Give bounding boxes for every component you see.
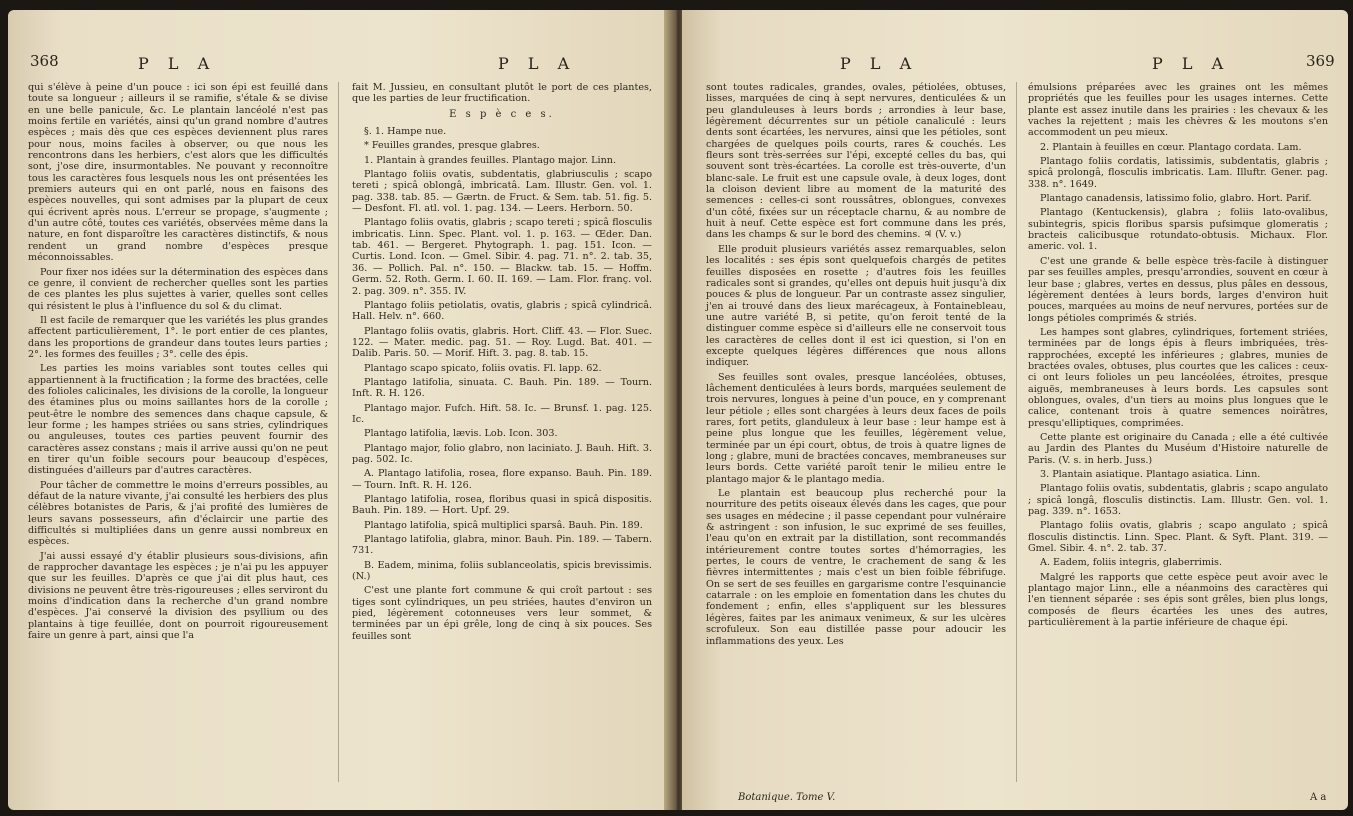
synonym: Plantago (Kentuckensis), glabra ; foliis lato-ovalibus, subintegris, spicis floribus sparsis pufsimque glomeratis ; bracteis calicibusque rotundato-obtusis. Michaux. Flor. americ. vol. 1. (1028, 207, 1328, 253)
left-page (8, 10, 672, 810)
right-page (682, 10, 1348, 810)
variety: Plantago latifolia, glabra, minor. Bauh. Pin. 189. — Tabern. 731. (352, 534, 652, 557)
paragraph: C'est une plante fort commune & qui croît partout : ses tiges sont cylindriques, un peu striées, hautes d'environ un pied, légèrement cotonneuses vers leur sommet, & terminées par un épi grêle, long de cinq à six pouces. Ses feuilles sont (352, 585, 652, 642)
paragraph: J'ai aussi essayé d'y établir plusieurs sous-divisions, afin de rapprocher davantage les espèces ; je n'ai pu les appuyer que sur les feuilles. D'après ce que j'ai dit plus haut, ces divisions ne peuvent être très-rigoureuses ; elles serviront du moins d'indication dans la recherche d'un grand nombre d'espèces. J'ai conservé la division des psyllium ou des plantains à tige feuillée, dont on pourroit rigoureusement faire un genre à part, ainsi que l'a (28, 550, 328, 642)
synonym: Plantago foliis ovatis, subdentatis, glabris ; scapo angulato ; spicâ longâ, flosculis distinctis. Lam. Illustr. Gen. vol. 1. pag. 339. n°. 1653. (1028, 483, 1328, 518)
left-column-2 (352, 82, 652, 645)
paragraph: C'est une grande & belle espèce très-facile à distinguer par ses feuilles amples, presqu'arrondies, souvent en cœur à leur base ; glabres, vertes en dessus, plus pâles en dessous, légèrement dentées à leurs bords, larges d'environ huit pouces, marquées au moins de neuf nervures, portées sur de longs pétioles comprimés & striés. (1028, 255, 1328, 324)
paragraph: Pour tâcher de commettre le moins d'erreurs possibles, au défaut de la nature vivante, j'ai consulté les herbiers des plus célèbres botanistes de Paris, & j'ai profité des lumières de leurs savans possesseurs, afin d'éclaircir une partie des difficultés si multipliées dans un genre aussi nombreux en espèces. (28, 479, 328, 548)
paragraph: Les hampes sont glabres, cylindriques, fortement striées, terminées par de longs épis à fleurs imbriquées, très-rapprochées, excepté les inférieures ; glabres, munies de bractées ovales, obtuses, plus courtes que les calices : ceux-ci ont leurs folioles un peu lancéolées, étroites, presque aiguës, membraneuses à leurs bords. Les capsules sont oblongues, ovales, d'un tiers au moins plus longues que le calice, contenant trois à quatre semences noirâtres, presqu'elliptiques, comprimées. (1028, 326, 1328, 429)
paragraph: sont toutes radicales, grandes, ovales, pétiolées, obtuses, lisses, marquées de cinq à sept nervures, denticulées & un peu glanduleuses à leurs bords ; arrondies à leur base, légèrement décurrentes sur un pétiole canaliculé : leurs dents sont écartées, les nervures, ainsi que les pétioles, sont chargées de quelques poils courts, rares & couchés. Les fleurs sont très-serrées sur l'épi, excepté celles du bas, qui souvent sont très-écartées. La corolle est très-ouverte, d'un blanc-sale. Le fruit est une capsule ovale, à deux loges, dont la cloison devient libre au moment de la maturité des semences : celles-ci sont roussâtres, oblongues, convexes d'un côté, fixées sur un réceptacle charnu, & au nombre de huit à neuf. Cette espèce est fort commune dans les prés, dans les champs & sur le bord des chemins. ♃ (V. v.) (706, 82, 1006, 241)
column-rule (1016, 82, 1017, 782)
synonym: Plantago foliis cordatis, latissimis, subdentatis, glabris ; spicâ prolongâ, flosculis imbricatis. Lam. Illuftr. Gener. pag. 338. n°. 1649. (1028, 156, 1328, 190)
variety: A. Plantago latifolia, rosea, flore expanso. Bauh. Pin. 189. — Tourn. Inft. R. H. 126. (352, 468, 652, 491)
paragraph: fait M. Jussieu, en consultant plutôt le port de ces plantes, que les parties de leur fructification. (352, 82, 652, 105)
variety: Plantago latifolia, spicâ multiplici sparsâ. Bauh. Pin. 189. (364, 519, 643, 531)
right-column-1 (706, 82, 1006, 650)
paragraph: Malgré les rapports que cette espèce peut avoir avec le plantago major Linn., elle a néanmoins des caractères qui l'en tiennent séparée : ses épis sont grêles, bien plus longs, composés de fleurs écartées les unes des autres, particulièrement à la partie inférieure de chaque épi. (1028, 571, 1328, 629)
synonym: Plantago scapo spicato, foliis ovatis. Fl. lapp. 62. (364, 362, 602, 374)
paragraph: Les parties les moins variables sont toutes celles qui appartiennent à la fructification ; la forme des bractées, celle des folioles calicinales, les divisions de la corolle, la longueur des étamines plus ou moins saillantes hors de la corolle ; peut-être le nombre des semences dans chaque capsule, & leur forme ; les hampes striées ou sans stries, cylindriques ou anguleuses, toutes ces parties peuvent fournir des caractères assez constans ; mais il arrive aussi qu'on ne peut en tirer qu'un foible secours pour beaucoup d'espèces, distinguées d'ailleurs par d'autres caractères. (28, 363, 328, 477)
synonym: Plantago foliis petiolatis, ovatis, glabris ; spicâ cylindricâ. Hall. Helv. n°. 660. (352, 299, 652, 323)
paragraph: Le plantain est beaucoup plus recherché pour la nourriture des petits oiseaux élevés dans les cages, que pour ses usages en médecine ; il passe cependant pour vulnéraire & astringent : son infusion, le suc exprimé de ses feuilles, l'eau qu'on en extrait par la distillation, sont recommandés intérieurement contre toutes sortes d'hémorragies, les pertes, le cours de ventre, le crachement de sang & les fièvres intermittentes ; mais c'est un bien foible fébrifuge. On se sert de ses feuilles en gargarisme contre l'esquinancie catarrale : on les emploie en fomentation dans les chutes du fondement ; enfin, elles s'appliquent sur les blessures légères, faites par les animaux venimeux, & sur les ulcères scrofuleux. Son eau distillée passe pour adoucir les inflammations des yeux. Les (706, 488, 1006, 647)
variety: B. Eadem, minima, foliis sublanceolatis, spicis brevissimis. (N.) (352, 559, 652, 583)
paragraph: Elle produit plusieurs variétés assez remarquables, selon les localités : ses épis sont quelquefois chargés de petites feuilles disposées en rosette ; d'autres fois les feuilles radicales sont si grandes, qu'elles ont depuis huit jusqu'à dix pouces & plus de longueur. Par un contraste assez singulier, j'en ai trouvé dans des lieux marécageux, à Fontainebleau, une autre variété B, si petite, qu'on feroit tenté de la distinguer comme espèce si d'ailleurs elle ne conservoit tous les caractères de celles dont il est ici question, si l'on en excepte quelques légères différences que nous allons indiquer. (706, 243, 1006, 369)
section-heading: E s p è c e s. (449, 108, 555, 120)
variety: A. Eadem, foliis integris, glaberrimis. (1040, 557, 1222, 569)
synonym: Plantago foliis ovatis, glabris ; scapo angulato ; spicâ flosculis distinctis. Linn. Spec. Plant. & Syft. Plant. 319. — Gmel. Sibir. 4. n°. 2. tab. 37. (1028, 520, 1328, 555)
synonym: Plantago latifolia, sinuata. C. Bauh. Pin. 189. — Tourn. Inft. R. H. 126. (352, 376, 652, 400)
paragraph: qui s'élève à peine d'un pouce : ici son épi est feuillé dans toute sa longueur ; ailleurs il se ramifie, s'étale & se divise en une belle panicule, &c. Le plantain lancéolé n'est pas moins fertile en variétés, ainsi qu'un grand nombre d'autres espèces ; mais dès que ces espèces deviennent plus rares pour nous, moins faciles à observer, ou que nous les rencontrons dans les herbiers, c'est alors que les difficultés sont, j'ose dire, insurmontables. Ne pouvant y reconnoître tous les caractères fous lesquels nous les ont présentées les premiers auteurs qui en ont parlé, nous en faisons des espèces nouvelles, qui sont admises par la plupart de ceux qui écrivent après nous. L'erreur se propage, s'augmente ; d'un autre côté, toutes ces variétés, observées même dans la nature, en font disparoître les caractères distinctifs, & nous rendent un grand nombre d'espèces presque méconnoissables. (28, 82, 328, 264)
left-folio: 368 (30, 52, 59, 70)
synonym: Plantago major, folio glabro, non laciniato. J. Bauh. Hift. 3. pag. 502. Ic. (352, 442, 652, 465)
gathering-signature: A a (1310, 792, 1327, 803)
paragraph: Ses feuilles sont ovales, presque lancéolées, obtuses, lâchement denticulées à leurs bords, marquées seulement de trois nervures, longues à peine d'un pouce, en y comprenant leur pétiole ; elles sont chargées à leurs deux faces de poils rares, fort petits, glanduleux à leur base : leur hampe est à peine plus longue que les feuilles, légèrement velue, terminée par un épi court, obtus, de trois à quatre lignes de long ; glabre, muni de bractées concaves, membraneuses sur leurs bords. Cette variété paroît tenir le milieu entre le plantago major & le plantago media. (706, 371, 1006, 485)
variety: Plantago latifolia, rosea, floribus quasi in spicâ dispositis. Bauh. Pin. 189. — Hort. Upf. 29. (352, 494, 652, 517)
left-running-head-2: P L A (498, 54, 577, 73)
synonym: Plantago foliis ovatis, subdentatis, glabriusculis ; scapo tereti ; spicâ oblongâ, imbricatâ. Lam. Illustr. Gen. vol. 1. pag. 338. tab. 85. — Gærtn. de Fruct. & Sem. tab. 51. fig. 5. — Desfont. Fl. atl. vol. 1. pag. 134. — Leers. Herborn. 50. (352, 169, 652, 215)
volume-signature: Botanique. Tome V. (738, 792, 836, 803)
species-heading: 1. Plantain à grandes feuilles. Plantago major. Linn. (364, 154, 617, 166)
right-column-2 (1028, 82, 1328, 631)
paragraph: Cette plante est originaire du Canada ; elle a été cultivée au Jardin des Plantes du Muséum d'Histoire naturelle de Paris. (V. s. in herb. Juss.) (1028, 431, 1328, 466)
species-heading: 2. Plantain à feuilles en cœur. Plantago cordata. Lam. (1040, 141, 1302, 153)
paragraph: Il est facile de remarquer que les variétés les plus grandes affectent particulièrement, 1°. le port entier de ces plantes, dans les proportions de grandeur dans toutes leurs parties ; 2°. les formes des feuilles ; 3°. celle des épis. (28, 314, 328, 360)
paragraph: Pour fixer nos idées sur la détermination des espèces dans ce genre, il convient de rechercher quelles sont les parties de ces plantes les plus sujettes à varier, quelles sont celles qui résistent le plus à l'influence du sol & du climat. (28, 266, 328, 312)
synonym: Plantago major. Fufch. Hift. 58. Ic. — Brunsf. 1. pag. 125. Ic. (352, 402, 652, 425)
paragraph: émulsions préparées avec les graines ont les mêmes propriétés que les feuilles pour les usages internes. Cette plante est assez inutile dans les prairies : les chevaux & les vaches la rejettent ; mais les chèvres & les moutons s'en accommodent un peu mieux. (1028, 82, 1328, 139)
subsection-heading: * Feuilles grandes, presque glabres. (364, 140, 540, 152)
right-running-head-1: P L A (840, 54, 919, 73)
subsection-heading: §. 1. Hampe nue. (364, 126, 447, 138)
column-rule (338, 82, 339, 782)
left-column-1 (28, 82, 328, 645)
synonym: Plantago foliis ovatis, glabris ; scapo tereti ; spicâ flosculis imbricatis. Linn. Spec. Plant. vol. 1. p. 163. — Œder. Dan. tab. 461. — Bergeret. Phytograph. 1. pag. 151. Icon. — Curtis. Lond. Icon. — Gmel. Sibir. 4. pag. 71. n°. 2. tab. 35, 36. — Pollich. Pal. n°. 150. — Blackw. tab. 15. — Hoffm. Germ. 52. Roth. Germ. I. 60. II. 169. — Lam. Flor. franç. vol. 2. pag. 309. n°. 355. IV. (352, 217, 652, 297)
right-running-head-2: P L A (1152, 54, 1231, 73)
synonym: Plantago foliis ovatis, glabris. Hort. Cliff. 43. — Flor. Suec. 122. — Mater. medic. pag. 51. — Roy. Lugd. Bat. 401. — Dalib. Paris. 50. — Morif. Hift. 3. pag. 8. tab. 15. (352, 325, 652, 360)
synonym: Plantago latifolia, lævis. Lob. Icon. 303. (364, 428, 558, 440)
right-folio: 369 (1306, 52, 1335, 70)
species-heading: 3. Plantain asiatique. Plantago asiatica. Linn. (1040, 469, 1261, 480)
synonym: Plantago canadensis, latissimo folio, glabro. Hort. Parif. (1040, 193, 1312, 205)
left-running-head-1: P L A (138, 54, 217, 73)
